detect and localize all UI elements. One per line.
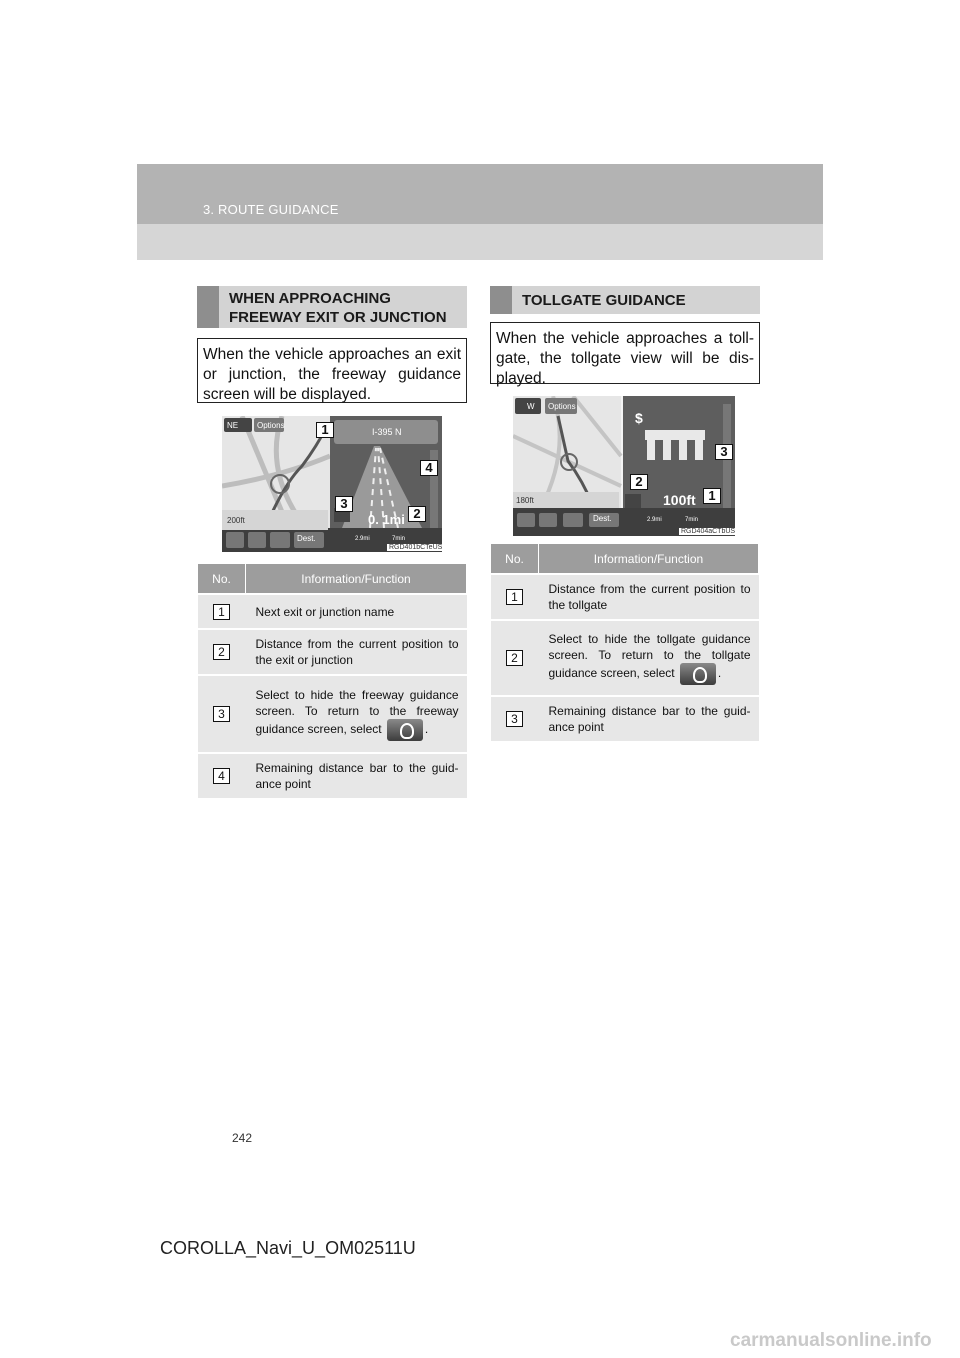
exit-distance: 0. 1mi <box>368 512 405 527</box>
col-no: No. <box>198 564 246 595</box>
guidance-toggle-icon <box>387 719 423 741</box>
options-button[interactable]: Options <box>257 421 285 430</box>
distance-info: 2.9mi <box>647 517 662 523</box>
row-text-with-icon <box>539 620 759 696</box>
row-text: Distance from the current position to the tollgate <box>539 574 759 620</box>
row-text: Next exit or junction name <box>246 594 467 629</box>
compass-indicator[interactable]: W <box>527 402 535 411</box>
tollgate-map-graphic <box>513 396 735 536</box>
freeway-intro: When the vehicle approaches an exit or junction, the freeway guidance screen will be displayed. <box>197 338 467 403</box>
tollgate-guidance-screen <box>513 396 735 536</box>
row-text-with-icon <box>246 675 467 753</box>
table-row <box>198 753 467 798</box>
dest-button[interactable]: Dest. <box>593 514 612 523</box>
callout-4: 4 <box>420 460 438 476</box>
callout-3: 3 <box>715 444 733 460</box>
col-info: Information/Function <box>539 544 759 575</box>
callout-2: 2 <box>630 474 648 490</box>
row-text: Remaining distance bar to the guid-ance point <box>539 696 759 741</box>
page-number: 242 <box>232 1131 253 1145</box>
options-button[interactable]: Options <box>548 402 576 411</box>
section-title: 3. ROUTE GUIDANCE <box>203 202 339 217</box>
watermark: carmanualsonline.info <box>730 1330 932 1351</box>
row-text: Distance from the current position to the exit or junction <box>246 629 467 675</box>
col-info: Information/Function <box>246 564 467 595</box>
row-tail: . <box>717 666 722 681</box>
distance-info: 2.9mi <box>355 536 370 542</box>
row-number: 1 <box>213 604 230 620</box>
freeway-guidance-screen <box>222 416 442 552</box>
freeway-info-table <box>197 563 467 798</box>
tollgate-section-heading <box>490 286 760 314</box>
time-info: 7min <box>392 536 406 542</box>
callout-2: 2 <box>408 506 426 522</box>
row-text: Select to hide the freeway guidance screen. To return to the freeway guidance screen, select <box>255 688 459 737</box>
callout-1: 1 <box>703 488 721 504</box>
table-row <box>198 594 467 629</box>
road-name: I-395 N <box>372 427 402 437</box>
image-code: RGD401bCTeUS <box>387 544 442 551</box>
freeway-section-heading <box>197 286 467 328</box>
callout-3: 3 <box>335 496 353 512</box>
map-scale[interactable]: 200ft <box>227 516 245 525</box>
row-text: Remaining distance bar to the guid-ance point <box>246 753 467 798</box>
table-row <box>491 574 759 620</box>
row-number: 1 <box>506 589 523 605</box>
callout-1: 1 <box>316 422 334 438</box>
toll-symbol: $ <box>635 410 643 426</box>
freeway-heading-text: WHEN APPROACHING FREEWAY EXIT OR JUNCTION <box>229 290 447 326</box>
row-number: 3 <box>213 706 230 722</box>
dest-button[interactable]: Dest. <box>297 534 316 543</box>
row-number: 2 <box>213 644 230 660</box>
row-text: Select to hide the tollgate guidance screen. To return to the tollgate guidance screen, select <box>548 632 751 681</box>
table-row <box>491 620 759 696</box>
table-row <box>198 629 467 675</box>
row-number: 3 <box>506 711 523 727</box>
compass-indicator[interactable]: NE <box>227 421 239 430</box>
map-scale[interactable]: 180ft <box>516 496 534 505</box>
tollgate-info-table <box>490 543 759 741</box>
header-subband <box>137 224 823 260</box>
tollgate-intro: When the vehicle approaches a toll-gate, the tollgate view will be dis-played. <box>490 322 760 384</box>
col-no: No. <box>491 544 539 575</box>
row-number: 4 <box>213 768 230 784</box>
table-row <box>491 696 759 741</box>
image-code: RGD404aCTbUS <box>679 528 735 535</box>
table-header <box>491 544 759 575</box>
table-row <box>198 675 467 753</box>
heading-tab <box>490 286 512 314</box>
row-number: 2 <box>506 650 523 666</box>
table-header <box>198 564 467 595</box>
tollgate-heading-text: TOLLGATE GUIDANCE <box>522 292 686 309</box>
row-tail: . <box>424 722 429 737</box>
time-info: 7min <box>685 517 699 523</box>
tollgate-distance: 100ft <box>663 492 696 508</box>
manual-code: COROLLA_Navi_U_OM02511U <box>160 1238 416 1258</box>
guidance-toggle-icon <box>680 663 716 685</box>
heading-tab <box>197 286 219 328</box>
